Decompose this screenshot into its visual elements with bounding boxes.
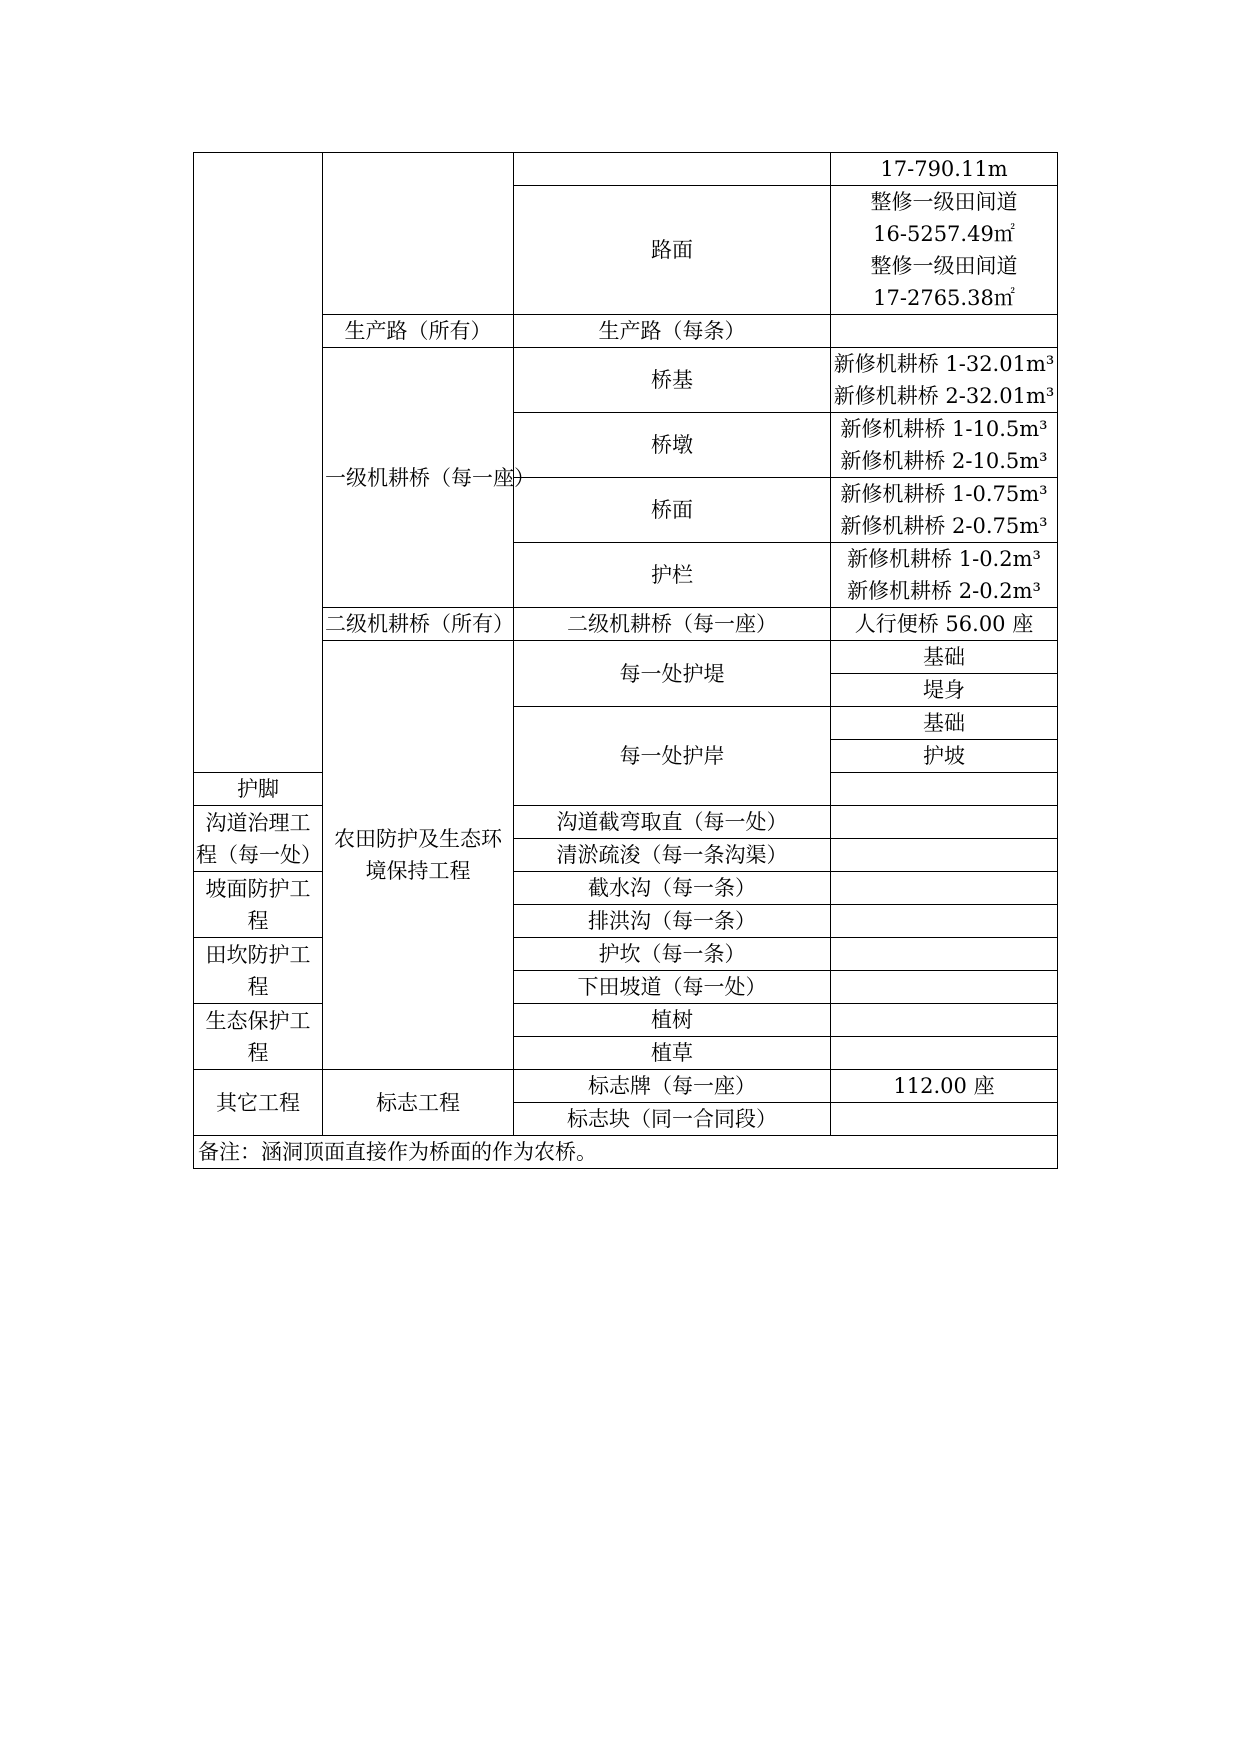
- value-line: 新修机耕桥 2-10.5m³: [840, 449, 1048, 473]
- item-cell: 下田坡道（每一处）: [514, 971, 831, 1004]
- value-line: 新修机耕桥 1-0.75m³: [840, 482, 1048, 506]
- value-cell: [831, 478, 1058, 543]
- table-row: [194, 348, 1058, 413]
- value-cell: [831, 1103, 1058, 1136]
- value-cell: 17-790.11m: [831, 153, 1058, 186]
- value-line: 整修一级田间道: [870, 254, 1018, 278]
- unit-cell: 每一处护堤: [514, 641, 831, 707]
- item-cell: 桥面: [514, 478, 831, 543]
- unit-cell: 标志工程: [323, 1070, 514, 1136]
- table-row: [194, 315, 1058, 348]
- item-cell: 沟道截弯取直（每一处）: [514, 806, 831, 839]
- value-cell: 人行便桥 56.00 座: [831, 608, 1058, 641]
- value-cell: [831, 543, 1058, 608]
- value-line: 新修机耕桥 2-0.75m³: [840, 514, 1048, 538]
- table-row: [194, 641, 1058, 674]
- item-cell: 截水沟（每一条）: [514, 872, 831, 905]
- table-note: 备注：涵洞顶面直接作为桥面的作为农桥。: [194, 1136, 1058, 1169]
- category-cell: 其它工程: [194, 1070, 323, 1136]
- item-cell: 植草: [514, 1037, 831, 1070]
- item-cell: 植树: [514, 1004, 831, 1037]
- value-cell: [831, 1037, 1058, 1070]
- item-cell: 护坡: [831, 740, 1058, 773]
- item-cell-blank: [514, 153, 831, 186]
- item-cell: 桥墩: [514, 413, 831, 478]
- item-cell: 护栏: [514, 543, 831, 608]
- unit-cell: 生态保护工程: [194, 1004, 323, 1070]
- item-cell: 二级机耕桥（每一座）: [514, 608, 831, 641]
- value-cell: [831, 905, 1058, 938]
- unit-cell: 一级机耕桥（每一座）: [323, 348, 514, 608]
- value-line: 新修机耕桥 2-32.01m³: [833, 384, 1055, 408]
- item-cell: 标志牌（每一座）: [514, 1070, 831, 1103]
- item-cell: 排洪沟（每一条）: [514, 905, 831, 938]
- value-line: 新修机耕桥 1-10.5m³: [840, 417, 1048, 441]
- value-line: 新修机耕桥 2-0.2m³: [847, 579, 1041, 603]
- table-row: [194, 153, 1058, 186]
- value-line: 整修一级田间道: [870, 190, 1018, 214]
- item-cell: 护坎（每一条）: [514, 938, 831, 971]
- table-row: [194, 1070, 1058, 1103]
- value-line: 17-2765.38㎡: [873, 286, 1015, 310]
- value-cell: [831, 971, 1058, 1004]
- value-cell: [831, 839, 1058, 872]
- unit-cell: 沟道治理工程（每一处）: [194, 806, 323, 872]
- value-cell: [831, 773, 1058, 806]
- value-cell: [831, 348, 1058, 413]
- item-cell: 路面: [514, 186, 831, 315]
- value-line: 新修机耕桥 1-0.2m³: [847, 547, 1041, 571]
- value-line: 新修机耕桥 1-32.01m³: [833, 352, 1055, 376]
- item-cell: 生产路（每条）: [514, 315, 831, 348]
- item-cell: 清淤疏浚（每一条沟渠）: [514, 839, 831, 872]
- value-cell: [831, 413, 1058, 478]
- item-cell: 护脚: [194, 773, 323, 806]
- unit-cell: 二级机耕桥（所有）: [323, 608, 514, 641]
- table-row: [194, 1136, 1058, 1169]
- value-line: 16-5257.49㎡: [873, 222, 1015, 246]
- item-cell: 堤身: [831, 674, 1058, 707]
- item-cell: 基础: [831, 641, 1058, 674]
- engineering-items-table: [193, 152, 1058, 1169]
- table-row: [194, 608, 1058, 641]
- item-cell: 标志块（同一合同段）: [514, 1103, 831, 1136]
- unit-cell: 每一处护岸: [514, 707, 831, 806]
- item-cell: 桥基: [514, 348, 831, 413]
- category-cell-blank: [194, 153, 323, 773]
- item-cell: 基础: [831, 707, 1058, 740]
- category-cell: 农田防护及生态环境保持工程: [323, 641, 514, 1070]
- value-cell: [831, 872, 1058, 905]
- unit-cell: 生产路（所有）: [323, 315, 514, 348]
- value-cell: [831, 806, 1058, 839]
- unit-cell: 田坎防护工程: [194, 938, 323, 1004]
- unit-cell-blank: [323, 153, 514, 315]
- value-cell: [831, 186, 1058, 315]
- unit-cell: 坡面防护工程: [194, 872, 323, 938]
- value-cell: 112.00 座: [831, 1070, 1058, 1103]
- value-cell: [831, 315, 1058, 348]
- value-cell: [831, 938, 1058, 971]
- value-cell: [831, 1004, 1058, 1037]
